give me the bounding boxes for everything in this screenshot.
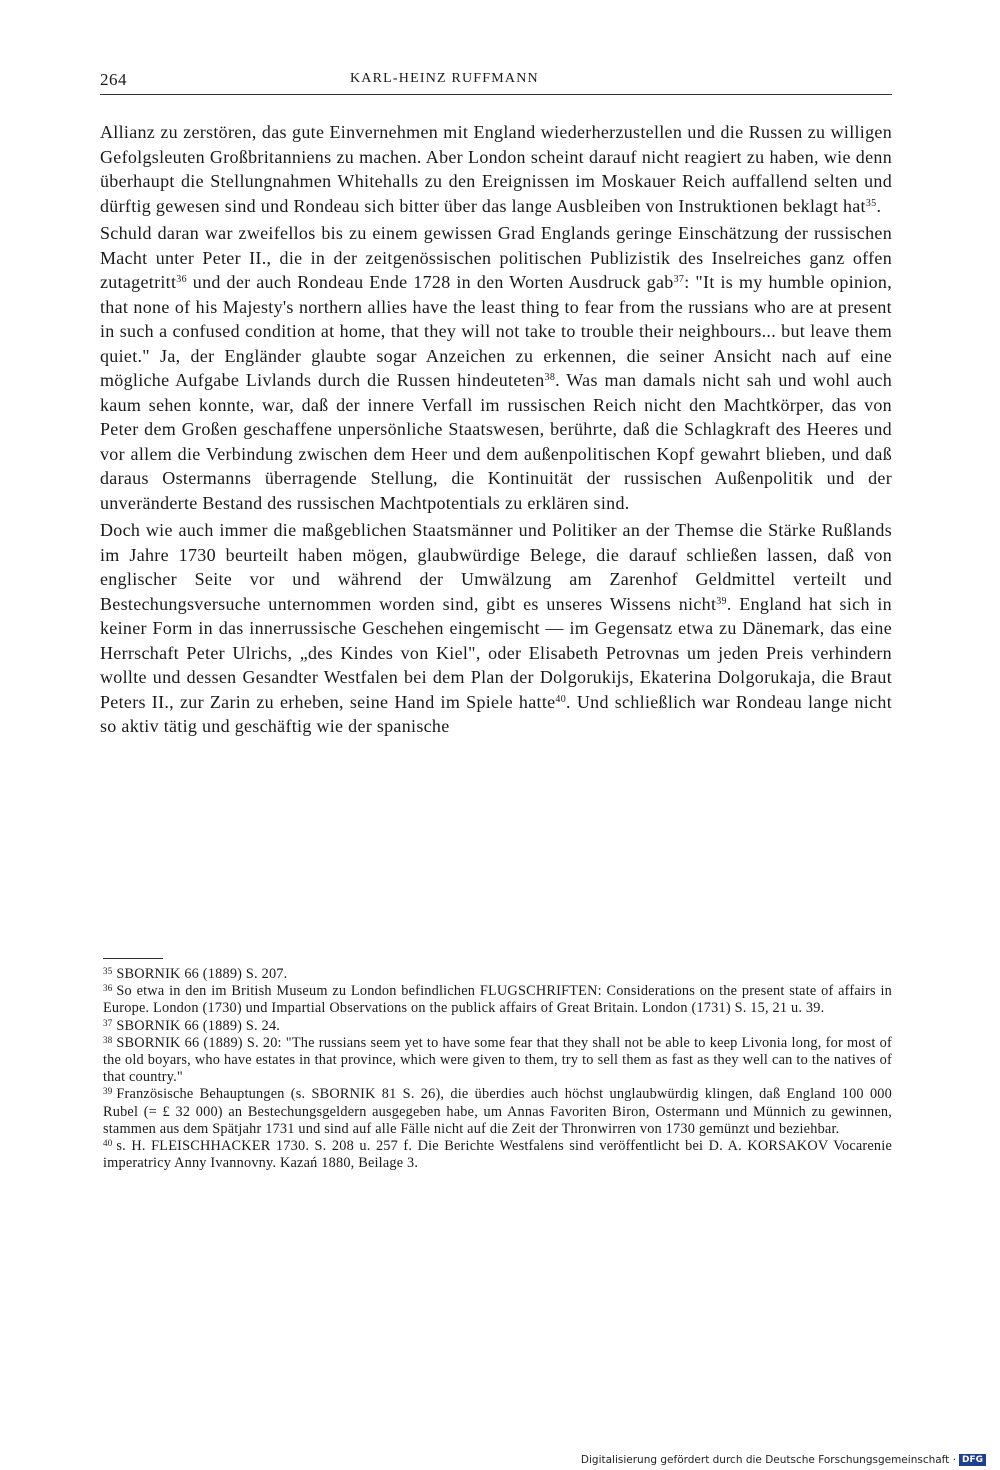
- funding-text: Digitalisierung gefördert durch die Deutsche Forschungsgemeinschaft ·: [580, 1454, 956, 1466]
- footnote-text: SBORNIK 66 (1889) S. 20: "The russians seem yet to have some fear that they shall not be able to keep Livonia long, for most of the old boyars, who have estates in that province, which were given to them, try to sell them as fast as they well can to the natives of that country.": [103, 1034, 892, 1086]
- paragraph-text: Allianz zu zerstören, das gute Einvernehmen mit England wiederherzustellen und die Russen zu willigen Gefolgsleuten Großbritanniens zu machen. Aber London scheint darauf nicht reagiert zu haben, wie denn überhaupt die Stellungnahmen Whitehalls zu den Ereignissen im Moskauer Reich auffallend selten und dürftig gewesen sind und Rondeau sich bitter über das lange Ausbleiben von Instruktionen beklagt hat: [100, 122, 892, 216]
- running-head: KARL-HEINZ RUFFMANN: [350, 71, 539, 86]
- footnote-text: SBORNIK 66 (1889) S. 207.: [116, 966, 288, 982]
- footnote-number: 39: [103, 1086, 113, 1097]
- footnote-ref: 38: [544, 372, 556, 383]
- paragraph-text: . Und schließlich war Rondeau lange nicht so aktiv tätig und geschäftig wie der spanische: [100, 691, 892, 736]
- footnote-40: [103, 1138, 892, 1172]
- paragraph-text: Doch wie auch immer die maßgeblichen Staatsmänner und Politiker an der Themse die Stärke Rußlands im Jahre 1730 beurteilt haben mögen, glaubwürdige Belege, die darauf schließen lassen, daß von englischer Seite vor und während der Umwälzung am Zarenhof Geldmittel verteilt und Bestechungsversuche unternommen worden sind, gibt es unseres Wissens nicht: [100, 520, 892, 614]
- footnote-36: [103, 983, 892, 1017]
- footnote-38: [103, 1035, 892, 1087]
- footnote-ref: 37: [673, 274, 685, 285]
- paragraph-1: [100, 120, 892, 218]
- page-header: [100, 70, 892, 95]
- footnote-number: 38: [103, 1034, 113, 1045]
- paragraph-3: [100, 518, 892, 739]
- footnote-text: SBORNIK 66 (1889) S. 24.: [116, 1017, 281, 1034]
- paragraph-text: Schuld daran war zweifellos bis zu einem gewissen Grad Englands geringe Einschätzung der russischen Macht unter Peter II., die in der zeitgenössischen politischen Publizistik des Inselreiches ganz offen zutagetritt: [100, 223, 892, 292]
- page-number: 264: [100, 70, 127, 89]
- footnote-35: [103, 966, 892, 983]
- paragraph-text: : "It is my humble opinion, that none of his Majesty's northern allies have the least thing to fear from the russians who are at present in such a confused condition at home, that they will not take to trouble their neighbours... but leave them quiet." Ja, der Engländer glaubte sogar Anzeichen zu erkennen, die seiner Ansicht nach auf eine mögliche Aufgabe Livlands durch die Russen hindeuteten: [100, 272, 893, 390]
- paragraph-text: .: [876, 195, 882, 216]
- footnote-text: s. H. FLEISCHHACKER 1730. S. 208 u. 257 f. Die Berichte Westfalens sind veröffentlicht bei D. A. KORSAKOV Vocarenie imperatricy Anny Ivannovny. Kazań 1880, Beilage 3.: [103, 1138, 892, 1172]
- footnote-ref: 35: [865, 197, 877, 209]
- footnote-ref: 40: [555, 693, 567, 705]
- paragraph-text: . England hat sich in keiner Form in das innerrussische Geschehen eingemischt — im Gegensatz etwa zu Dänemark, das eine Herrschaft Peter Ulrichs, „des Kindes von Kiel", oder Elisabeth Petrovnas um jeden Preis verhindern wollte und dessen Gesandter Westfalen bei dem Plan der Dolgorukijs, Ekaterina Dolgorukaja, die Braut Peters II., zur Zarin zu erheben, seine Hand im Spiele hatte: [100, 593, 892, 712]
- footnote-text: So etwa in den im British Museum zu London befindlichen FLUGSCHRIFTEN: Considerations on the present state of affairs in Europe. London (1730) und Impartial Observations on the publick affairs of Great Britain. London (1731) S. 15, 21 u. 39.: [103, 983, 892, 1017]
- footnote-ref: 36: [176, 274, 187, 285]
- footnote-number: 37: [103, 1017, 113, 1028]
- paragraph-text: . Was man damals nicht sah und wohl auch kaum sehen konnte, war, daß der innere Verfall im russischen Reich nicht den Machtkörper, das von Peter dem Großen geschaffene unpersönliche Staatswesen, berührte, daß die Schlagkraft des Heeres und vor allem die Verbindung zwischen dem Heer und dem außenpolitischen Kopf gewahrt blieben, und daß daraus Ostermanns überragende Stellung, die Kontinuität der russischen Außenpolitik und der unveränderte Bestand des russischen Machtpotentials zu erklären sind.: [100, 370, 892, 513]
- paragraph-2: [100, 221, 892, 515]
- footnotes: [103, 966, 892, 1172]
- footnote-37: [103, 1018, 892, 1035]
- footnote-number: 40: [103, 1138, 113, 1149]
- footnote-number: 36: [103, 983, 113, 994]
- footnote-ref: 39: [716, 595, 727, 607]
- dfg-logo: DFG: [959, 1454, 986, 1466]
- funding-note: [581, 1454, 986, 1466]
- footnote-39: [103, 1086, 892, 1138]
- paragraph-text: und der auch Rondeau Ende 1728 in den Worten Ausdruck gab: [186, 272, 674, 292]
- footnote-text: Französische Behauptungen (s. SBORNIK 81 S. 26), die überdies auch höchst unglaubwürdig klingen, daß England 100 000 Rubel (= £ 32 000) an Bestechungsgeldern ausgegeben habe, um Annas Favoriten Biron, Ostermann und Münnich zu gewinnen, stammen aus dem Spätjahr 1731 und sind auf alle Fälle nicht auf die Zeit der Thronwirren von 1730 gemünzt und beziehbar.: [103, 1086, 892, 1137]
- footnote-divider: [103, 958, 163, 959]
- body-text: [100, 120, 892, 739]
- footnote-number: 35: [103, 966, 113, 976]
